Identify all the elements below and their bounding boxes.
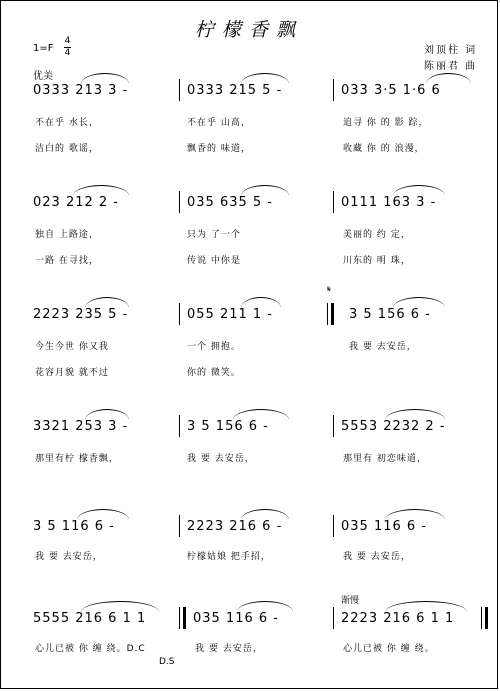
- slur: [241, 73, 289, 84]
- lyric-line: 我 要 去安岳，: [35, 552, 103, 562]
- lyric-line: 心儿已被 你 缠 绕。: [343, 644, 435, 654]
- key-signature: 1=F: [33, 43, 54, 54]
- slur: [385, 409, 445, 420]
- lyric-line: 那里有柠 檬香飘，: [35, 454, 119, 464]
- measure: 5553 2232 2 -: [341, 419, 446, 434]
- lyric-line: 我 要 去安岳，: [187, 454, 255, 464]
- lyric-line: 柠檬姑娘 把手招，: [187, 552, 271, 562]
- lyric-line: 只为 了一个: [187, 230, 241, 240]
- lyric-line: 那里有 初恋味道，: [343, 454, 427, 464]
- lyric-line: 我 要 去安岳，: [195, 644, 263, 654]
- lyric-line: 你的 微笑。: [187, 368, 241, 378]
- barline: [333, 191, 334, 213]
- measure: 3321 253 3 -: [33, 419, 129, 434]
- barline: [333, 415, 334, 437]
- barline: [333, 515, 334, 537]
- repeat-barline: [331, 303, 334, 325]
- lyric-line: 我 要 去安岳，: [349, 342, 417, 352]
- barline: [179, 79, 180, 101]
- measure: 3 5 156 6 -: [187, 419, 269, 434]
- slur: [77, 509, 129, 520]
- lyricist-credit: 刘顶柱 词: [424, 45, 478, 56]
- measure: 035 635 5 -: [187, 195, 273, 210]
- slur: [85, 297, 129, 308]
- barline: [179, 607, 180, 629]
- time-signature-top: 4: [64, 36, 71, 46]
- measure: 2223 216 6 -: [187, 519, 283, 534]
- measure: 3 5 116 6 -: [33, 519, 115, 534]
- time-signature-bottom: 4: [64, 48, 71, 58]
- lyric-line: 川东的 明 珠，: [343, 256, 411, 266]
- time-signature: [64, 37, 71, 58]
- final-barline: [485, 607, 488, 629]
- slur: [385, 509, 445, 520]
- slur: [241, 509, 289, 520]
- lyric-line: 一个 拥抱。: [187, 342, 241, 352]
- measure: 5555 216 6 1 1: [33, 611, 147, 626]
- lyric-line: 花容月貌 就不过: [35, 368, 109, 378]
- measure: 3 5 156 6 -: [349, 307, 431, 322]
- measure: 035 116 6 -: [341, 519, 427, 534]
- lyric-line: 不在乎 水长，: [35, 118, 99, 128]
- slur: [241, 297, 281, 308]
- slur: [233, 409, 289, 420]
- lyric-line: 今生今世 你又我: [35, 342, 109, 352]
- ds-marking: D.S: [159, 657, 175, 667]
- barline: [179, 515, 180, 537]
- barline: [179, 303, 180, 325]
- slur: [85, 409, 129, 420]
- barline: [333, 607, 334, 629]
- barline: [327, 303, 328, 325]
- slur: [426, 73, 471, 84]
- lyric-line: 飘香的 味道，: [187, 144, 251, 154]
- measure: 035 116 6 -: [193, 611, 279, 626]
- lyric-line: 独自 上路途，: [35, 230, 99, 240]
- lyric-line: 收藏 你 的 浪漫，: [343, 144, 425, 154]
- barline: [179, 415, 180, 437]
- slur: [81, 601, 159, 612]
- composer-credit: 陈丽君 曲: [424, 61, 478, 72]
- song-title: 柠檬香飘: [194, 19, 303, 41]
- lyric-line: 传说 中你是: [187, 256, 241, 266]
- measure: 033 3·5 1·6 6: [341, 83, 441, 98]
- slur: [237, 601, 293, 612]
- measure: 2223 216 6 1 1: [341, 611, 455, 626]
- lyric-line: 不在乎 山高，: [187, 118, 251, 128]
- slur: [393, 297, 445, 308]
- lyric-line: 美丽的 约 定，: [343, 230, 411, 240]
- slur: [241, 185, 289, 196]
- ritardando-marking: 渐慢: [341, 596, 360, 606]
- final-barline: [183, 607, 186, 629]
- barline: [179, 191, 180, 213]
- tempo-marking: 优美: [33, 71, 53, 82]
- slur: [393, 185, 445, 196]
- barline: [481, 607, 482, 629]
- lyric-line: 一路 在寻找，: [35, 256, 99, 266]
- measure: 0111 163 3 -: [341, 195, 437, 210]
- measure: 0333 215 5 -: [187, 83, 283, 98]
- lyric-line: 追寻 你 的 影 踪，: [343, 118, 429, 128]
- lyric-line: 心儿已被 你 缠 绕。D.C: [35, 644, 146, 654]
- slur: [81, 73, 129, 84]
- slur: [73, 185, 129, 196]
- barline: [333, 79, 334, 101]
- measure: 0333 213 3 -: [33, 83, 129, 98]
- measure: 055 211 1 -: [187, 307, 273, 322]
- segno-sign: 𝄋: [327, 285, 331, 295]
- slur: [385, 601, 467, 612]
- lyric-line: 洁白的 歌谣，: [35, 144, 99, 154]
- lyric-line: 我 要 去安岳，: [343, 552, 411, 562]
- measure: 023 212 2 -: [33, 195, 119, 210]
- measure: 2223 235 5 -: [33, 307, 129, 322]
